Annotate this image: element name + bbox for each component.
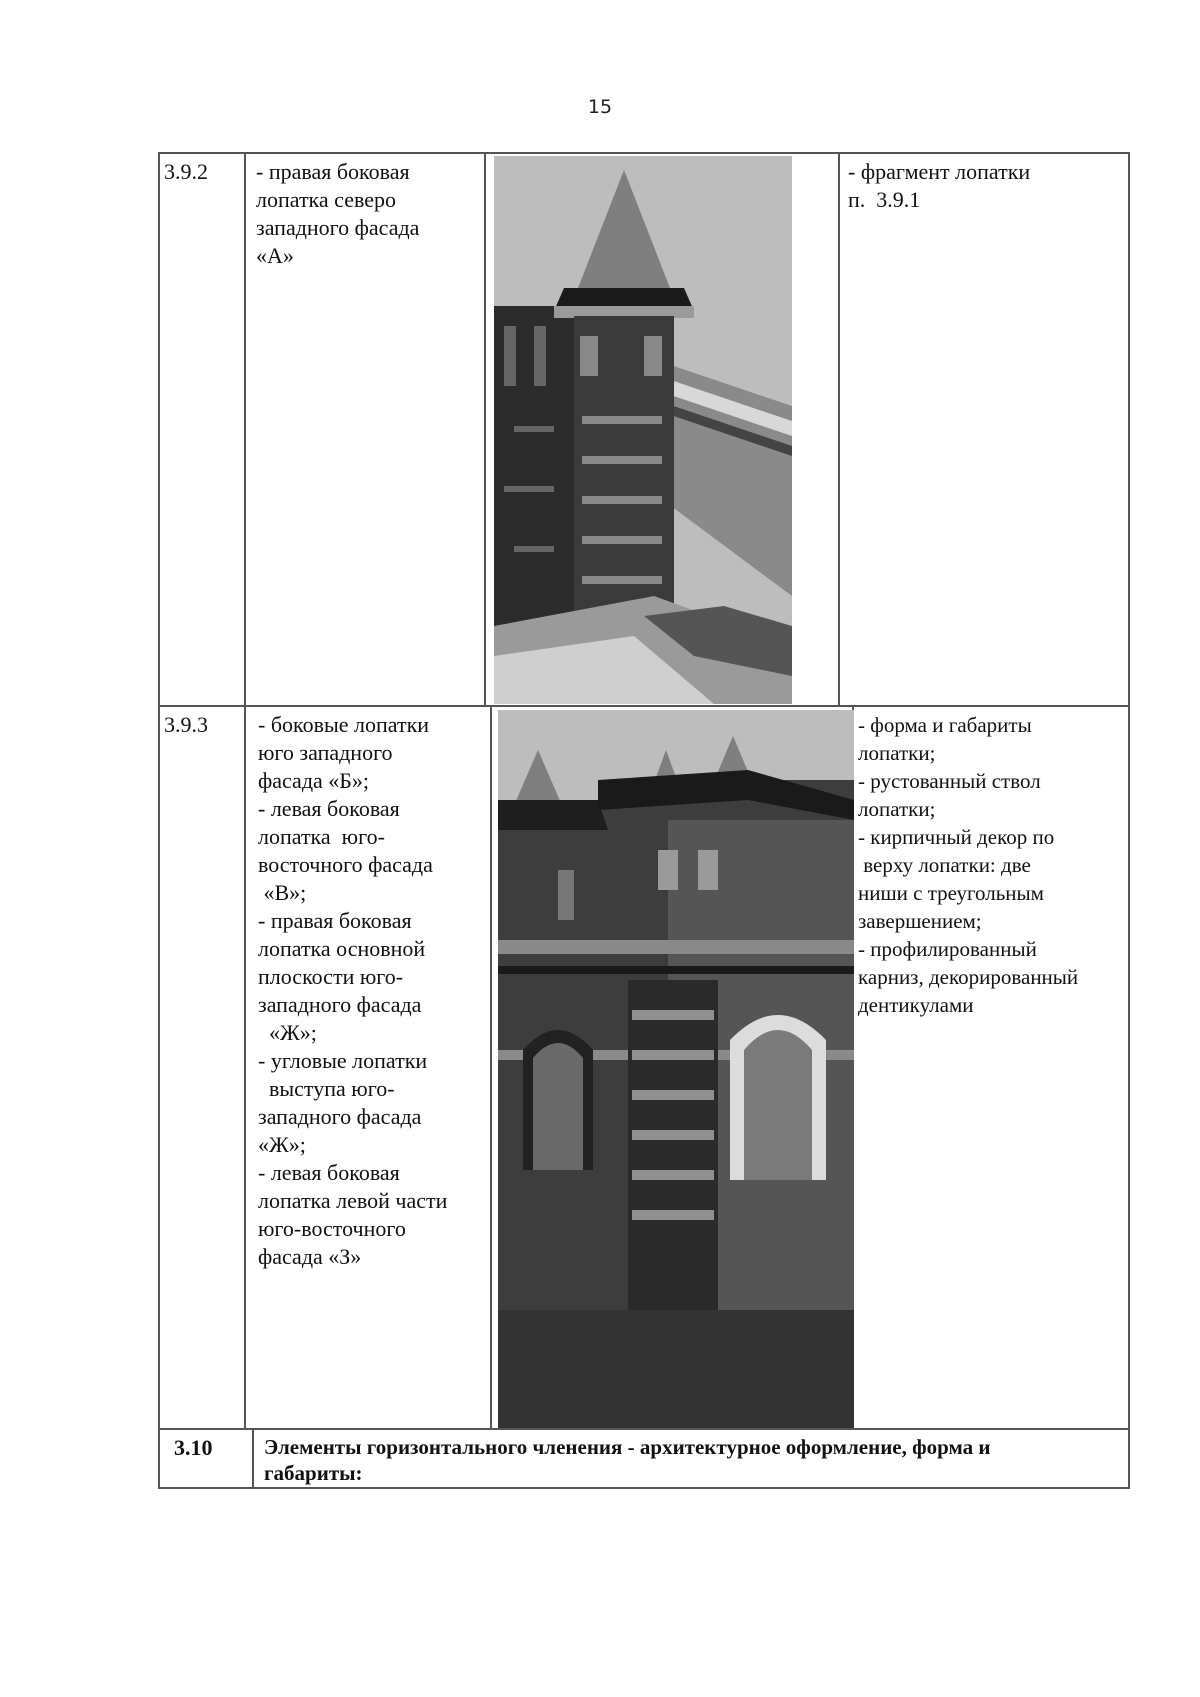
features-line: лопатки;	[858, 741, 936, 765]
column-divider	[838, 152, 840, 705]
table-row-divider	[158, 1428, 1130, 1430]
description-line: фасада «Б»;	[258, 768, 370, 793]
row-number-text: 3.9.2	[164, 159, 208, 184]
section-title-line: Элементы горизонтального членения - архитектурное оформление, форма и	[264, 1435, 991, 1459]
description-line: - правая боковая	[258, 908, 412, 933]
corner-pilaster-photo	[498, 710, 854, 1428]
features-line: п. 3.9.1	[848, 187, 921, 212]
section-title	[264, 1434, 1126, 1486]
description-line: «А»	[256, 243, 294, 268]
section-title-line: габариты:	[264, 1461, 363, 1485]
section-number-text: 3.10	[174, 1435, 213, 1460]
description-line: фасада «З»	[258, 1244, 362, 1269]
description-line: - боковые лопатки	[258, 712, 430, 737]
page-number: 15	[587, 96, 613, 118]
description-line: лопатка левой части	[258, 1188, 448, 1213]
description-line: юго западного	[258, 740, 393, 765]
features-line: - фрагмент лопатки	[848, 159, 1031, 184]
description-line: выступа юго-	[258, 1076, 395, 1101]
features-line: - рустованный ствол	[858, 769, 1041, 793]
row-features	[858, 711, 1126, 1019]
table-border-right	[1128, 152, 1130, 1489]
description-line: плоскости юго-	[258, 964, 404, 989]
features-line: - профилированный	[858, 937, 1037, 961]
row-description	[256, 158, 482, 270]
description-line: лопатка основной	[258, 936, 426, 961]
table-border-bottom	[158, 1487, 1130, 1489]
features-line: ниши с треугольным	[858, 881, 1044, 905]
features-line: - форма и габариты	[858, 713, 1032, 737]
description-line: лопатка юго-	[258, 824, 385, 849]
table-border-top	[158, 152, 1130, 154]
description-line: восточного фасада	[258, 852, 433, 877]
column-divider	[490, 705, 492, 1428]
features-line: лопатки;	[858, 797, 936, 821]
description-line: - правая боковая	[256, 159, 410, 184]
description-line: - угловые лопатки	[258, 1048, 428, 1073]
section-number	[174, 1434, 250, 1462]
description-line: западного фасада	[256, 215, 420, 240]
table-row-divider	[158, 705, 1130, 707]
column-divider	[484, 152, 486, 705]
description-line: «Ж»;	[258, 1132, 306, 1157]
row-number	[164, 158, 242, 186]
column-divider	[252, 1428, 254, 1489]
features-line: карниз, декорированный	[858, 965, 1079, 989]
features-line: завершением;	[858, 909, 982, 933]
row-number-text: 3.9.3	[164, 712, 208, 737]
description-line: юго-восточного	[258, 1216, 406, 1241]
row-description	[258, 711, 488, 1271]
description-line: западного фасада	[258, 1104, 422, 1129]
row-features	[848, 158, 1126, 214]
description-line: западного фасада	[258, 992, 422, 1017]
row-number	[164, 711, 242, 739]
description-line: - левая боковая	[258, 1160, 400, 1185]
description-line: «Ж»;	[258, 1020, 317, 1045]
features-line: верху лопатки: две	[858, 853, 1031, 877]
tower-pilaster-photo	[494, 156, 792, 704]
description-line: - левая боковая	[258, 796, 400, 821]
features-line: - кирпичный декор по	[858, 825, 1055, 849]
description-line: «В»;	[258, 880, 307, 905]
column-divider	[244, 152, 246, 1428]
features-line: дентикулами	[858, 993, 974, 1017]
table-border-left	[158, 152, 160, 1489]
description-line: лопатка северо	[256, 187, 397, 212]
